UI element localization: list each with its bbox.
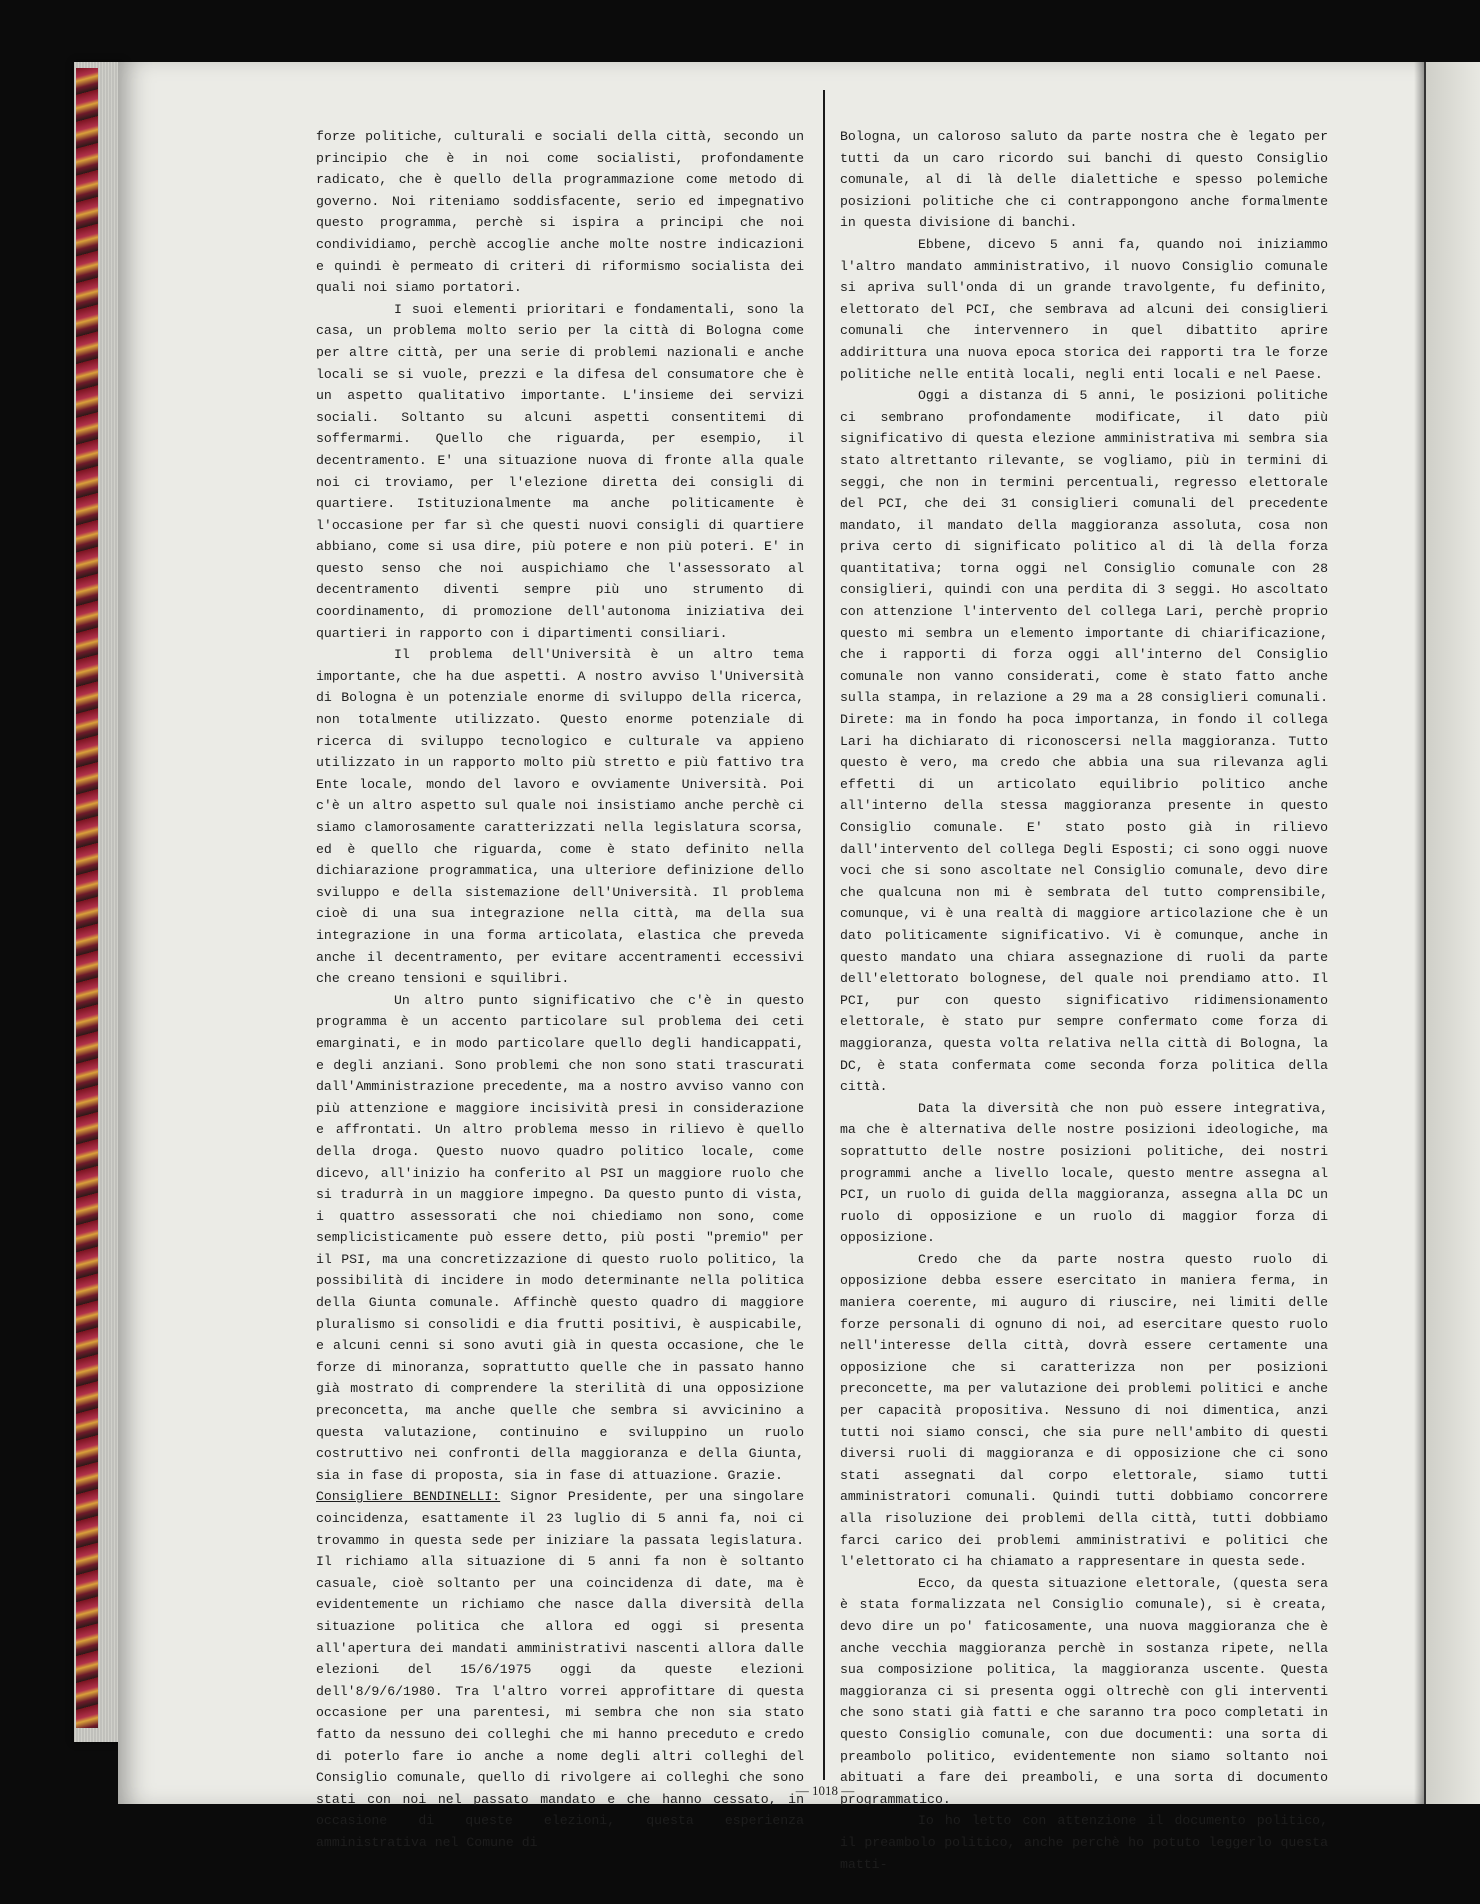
paragraph: Il problema dell'Università è un altro tema importante, che ha due aspetti. A nostro avviso l'Università di Bologna è un potenziale enorme di sviluppo della ricerca, non totalmente utilizzato. Questo enorme potenziale di ricerca di sviluppo tecnologico e culturale va appieno utilizzato in un rapporto molto più stretto e più fattivo tra Ente locale, mondo del lavoro e ovviamente Università. Poi c'è un altro aspetto sul quale noi insistiamo anche perchè ci siamo clamorosamente caratterizzati nella legislatura scorsa, ed è quello che riguarda, come è stato definito nella dichiarazione programmatica, una ulteriore definizione dello sviluppo e della sistemazione dell'Università. Il problema cioè di una sua integrazione nella città, ma della sua integrazione in una forma articolata, elastica che preveda anche il decentramento, per evitare accentramenti eccessivi che creano tensioni e squilibri. xyxy=(316,647,804,987)
paragraph: Io ho letto con attenzione il documento politico, il preambolo politico, anche perchè ho potuto leggerlo questa matti- xyxy=(840,1813,1328,1872)
adjacent-page-edge xyxy=(1424,62,1480,1804)
column-divider xyxy=(823,90,825,1780)
paragraph: Un altro punto significativo che c'è in questo programma è un accento particolare sul problema dei ceti emarginati, e in modo particolare quello degli handicappati, e degli anziani. Sono problemi che non sono stati trascurati dall'Amministrazione precedente, ma a nostro avviso vanno con più attenzione e maggiore incisività presi in considerazione e affrontati. Un altro problema messo in rilievo è quello della droga. Questo nuovo quadro politico locale, come dicevo, all'inizio ha conferito al PSI un maggiore ruolo che si tradurrà in un maggiore impegno. Da questo punto di vista, i quattro assessorati che noi chiediamo non sono, come semplicisticamente può essere detto, più posti "premio" per il PSI, ma una concretizzazione di questo ruolo politico, la possibilità di incidere in modo determinante nella politica della Giunta comunale. Affinchè questo quadro di maggiore pluralismo si consolidi e dia frutti positivi, è auspicabile, e alcuni cenni si sono avuti già in questa occasione, che le forze di minoranza, soprattutto quelle che in passato hanno già mostrato di comprendere la sterilità di una opposizione preconcetta, ma anche quelle che sembra si avvicinino a questa valutazione, continuino e sviluppino un ruolo costruttivo nei confronti della maggioranza e della Giunta, sia in fase di proposta, sia in fase di attuazione. Grazie. xyxy=(316,992,804,1483)
paragraph: Bologna, un caloroso saluto da parte nostra che è legato per tutti da un caro ricordo sui banchi di questo Consiglio comunale, al di là delle dialettiche e spesso polemiche posizioni politiche che ci contrappongono anche formalmente in questa divisione di banchi. xyxy=(840,129,1328,231)
paragraph: I suoi elementi prioritari e fondamentali, sono la casa, un problema molto serio per la città di Bologna come per altre città, per una serie di problemi nazionali e anche locali se si vuole, prezzi e la difesa del consumatore che è un aspetto qualitativo importante. L'insieme dei servizi sociali. Soltanto su alcuni aspetti consentitemi di soffermarmi. Quello che riguarda, per esempio, il decentramento. E' una situazione nuova di fronte alla quale noi ci troviamo, per l'elezione diretta dei consigli di quartiere. Istituzionalmente ma anche politicamente è l'occasione per far sì che questi nuovi consigli di quartiere abbiano, come si usa dire, più potere e non più poteri. E' in questo senso che noi auspichiamo che l'assessorato al decentramento diventi sempre più uno strumento di coordinamento, di promozione dell'autonoma iniziativa dei quartieri in rapporto con i dipartimenti consiliari. xyxy=(316,301,804,641)
marbled-book-edge xyxy=(76,68,98,1728)
right-column xyxy=(840,126,1328,1875)
speaker-name: Consigliere BENDINELLI: xyxy=(316,1489,501,1505)
paragraph: Data la diversità che non può essere integrativa, ma che è alternativa delle nostre posizioni ideologiche, ma soprattutto delle nostre posizioni politiche, dei nostri programmi anche a livello locale, questo mentre assegna al PCI, un ruolo di guida della maggioranza, assegna alla DC un ruolo di opposizione e un ruolo di maggior forza di opposizione. xyxy=(840,1100,1328,1246)
paragraph: Oggi a distanza di 5 anni, le posizioni politiche ci sembrano profondamente modificate, il dato più significativo di questa elezione amministrativa mi sembra sia stato altrettanto rilevante, se vogliamo, più in termini di seggi, che non in termini percentuali, regresso elettorale del PCI, che dei 31 consiglieri comunali del precedente mandato, il mandato della maggioranza assoluta, cosa non priva certo di significato politico al di là della forza quantitativa; torna oggi nel Consiglio comunale con 28 consiglieri, quindi con una perdita di 3 seggi. Ho ascoltato con attenzione l'intervento del collega Lari, perchè proprio questo mi sembra un elemento importante di chiarificazione, che i rapporti di forza oggi all'interno del Consiglio comunale non vanno considerati, come è stato fatto anche sulla stampa, in relazione a 29 ma a 28 consiglieri comunali. Direte: ma in fondo ha poca importanza, in fondo il collega Lari ha dichiarato di riconoscersi nella maggioranza. Tutto questo è vero, ma credo che abbia una sua rilevanza agli effetti di un articolato equilibrio politico anche all'interno della stessa maggioranza presente in questo Consiglio comunale. E' stato posto già in rilievo dall'intervento del collega Degli Esposti; ci sono oggi nuove voci che si sono ascoltate nel Consiglio comunale, devo dire che qualcuna non mi è sembrata del tutto comprensibile, comunque, vi è una realtà di maggiore articolazione che è un dato politicamente significativo. Vi è comunque, anche in questo mandato una chiara assegnazione di ruoli da parte dell'elettorato bolognese, del quale noi prendiamo atto. Il PCI, pur con questo significativo ridimensionamento elettorale, è stato pur sempre confermato come forza di maggioranza, questa volta relativa nella città di Bologna, la DC, è stata confermata come seconda forza politica della città. xyxy=(840,388,1328,1095)
paragraph: Ecco, da questa situazione elettorale, (questa sera è stata formalizzata nel Consiglio comunale), si è creata, devo dire un po' faticosamente, una nuova maggioranza che è anche vecchia maggioranza perchè in sostanza ripete, nella sua composizione politica, la maggioranza uscente. Questa maggioranza ci si presenta oggi oltrechè con gli interventi che sono stati già fatti e che saranno tra poco completati in questo Consiglio comunale, con due documenti: una sorta di preambolo politico, evidentemente non siamo soltanto noi abituati a fare dei preamboli, e una sorta di documento programmatico. xyxy=(840,1575,1328,1807)
spine-shadow xyxy=(1414,62,1424,1804)
speech-paragraph xyxy=(316,1486,804,1853)
page-number: — 1018 — xyxy=(795,1783,855,1798)
paragraph: Credo che da parte nostra questo ruolo di opposizione debba essere esercitato in maniera ferma, in maniera coerente, mi auguro di riuscire, nei limiti delle forze personali di ognuno di noi, ad esercitare questo ruolo nell'interesse della città, dovrà essere certamente una opposizione che si caratterizza non per posizioni preconcette, ma per valutazione dei problemi politici e anche per capacità propositiva. Nessuno di noi dimentica, anzi tutti noi siamo consci, che sia pure nell'ambito di questi diversi ruoli di maggioranza e di opposizione che ci sono stati assegnati dal corpo elettorale, siamo tutti amministratori comunali. Quindi tutti dobbiamo concorrere alla risoluzione dei problemi della città, tutti dobbiamo farci carico dei problemi amministrativi e politici che l'elettorato ci ha chiamato a rappresentare in questa sede. xyxy=(840,1251,1328,1570)
paragraph: Ebbene, dicevo 5 anni fa, quando noi iniziammo l'altro mandato amministrativo, il nuovo Consiglio comunale si apriva sull'onda di un grande travolgente, fu definito, elettorato del PCI, che sembrava ad alcuni dei consiglieri comunali che intervennero in quel dibattito aprire addirittura una nuova epoca storica dei rapporti tra le forze politiche nelle entità locali, negli enti locali e nel Paese. xyxy=(840,236,1328,382)
paragraph: forze politiche, culturali e sociali della città, secondo un principio che è in noi come socialisti, profondamente radicato, che è quello della programmazione come metodo di governo. Noi riteniamo soddisfacente, serio ed impegnativo questo programma, perchè si ispira a principi che noi condividiamo, perchè accoglie anche molte nostre indicazioni e quindi è permeato di criteri di riformismo socialista dei quali noi siamo portatori. xyxy=(316,129,804,296)
left-column xyxy=(316,126,804,1854)
speech-text: Signor Presidente, per una singolare coincidenza, esattamente il 23 luglio di 5 anni fa, noi ci trovammo in questa sede per iniziare la passata legislatura. Il richiamo alla situazione di 5 anni fa non è soltanto casuale, cioè soltanto per una coincidenza di date, ma è evidentemente un richiamo che nasce dalla diversità della situazione politica che allora ed oggi si presenta all'apertura dei mandati amministrativi nascenti allora dalle elezioni del 15/6/1975 oggi da queste elezioni dell'8/9/6/1980. Tra l'altro vorrei approfittare di questa occasione per una parentesi, mi sembra che non sia stato fatto da nessuno dei colleghi che mi hanno preceduto e credo di poterlo fare io anche a nome degli altri colleghi del Consiglio comunale, quello di rivolgere ai colleghi che sono stati con noi nel passato mandato e che hanno cessato, in occasione di queste elezioni, questa esperienza amministrativa nel Comune di xyxy=(316,1489,804,1850)
